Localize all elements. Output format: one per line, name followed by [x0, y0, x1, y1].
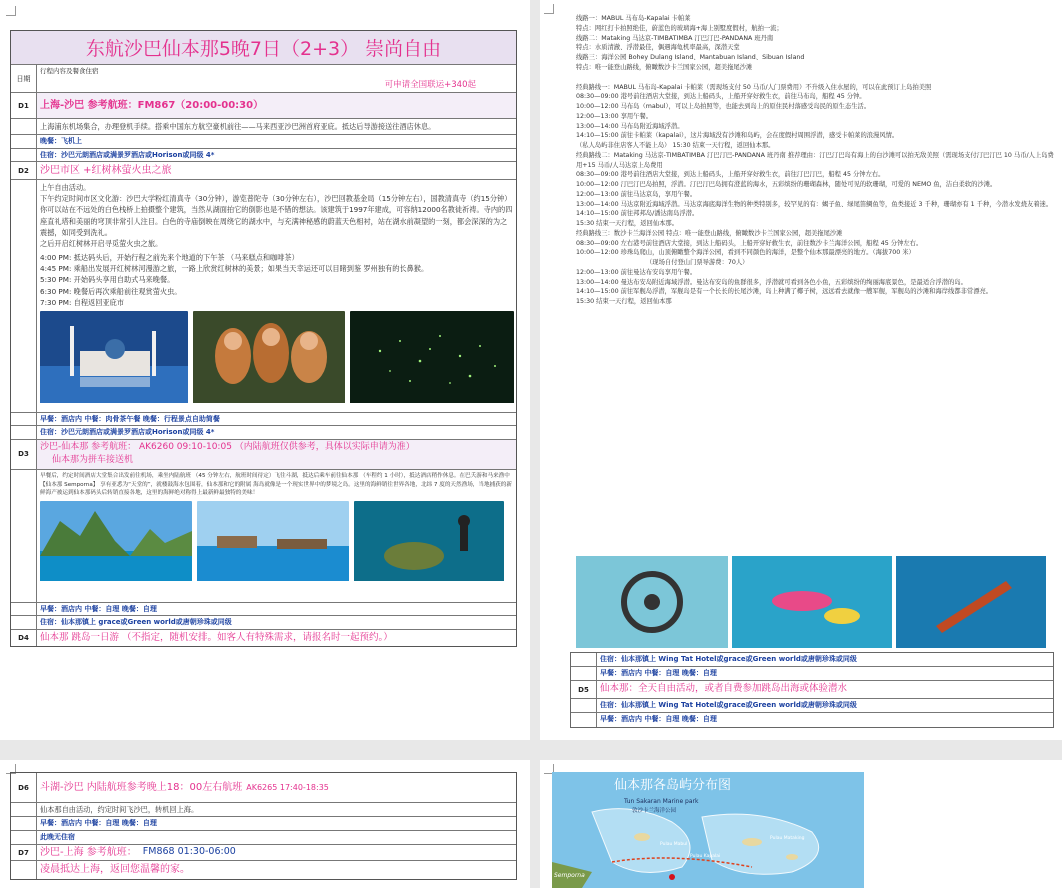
- doc-title: 东航沙巴仙本那5晚7日（2+3） 崇尚自由: [11, 31, 516, 65]
- hotel-line: 住宿：仙本那镇上 Wing Tat Hotel或grace或Green world或唐朝珍珠或同级: [600, 655, 857, 663]
- day-title: 沙巴-上海 参考航班：: [40, 847, 137, 858]
- time-item: 5:30 PM: 开始码头享用自助式马来晚餐。: [40, 275, 175, 285]
- day-title: 仙本那：全天自由活动，或者自费参加跳岛出海或体验潜水: [600, 683, 848, 694]
- route-line: 10:00—12:00 汀巴汀巴岛拍照，浮潜。汀巴汀巴岛拥有澄蓝的海水，五彩缤纷的珊瑚森林，随处可见的软珊瑚，可爱的 NEMO 鱼，洁白柔软的沙滩。: [576, 181, 997, 188]
- route-line: 08:30—09:00 港号前往酒店大堂接，到达上船码头，上船开穿好救生衣，前往马布岛，船程 45 分钟。: [576, 93, 866, 101]
- meal-line: 早餐：酒店内 中餐：自理 晚餐：自理: [600, 715, 717, 723]
- page-1: [0, 0, 530, 740]
- itinerary-table: [10, 30, 517, 647]
- route-line: 经典路线一：MABUL 马布岛-Kapalai 卡帕莱（需现场支付 50 马币/人门票费用）不升级入住水屋的，可以在此预订上岛拍美照: [576, 83, 932, 91]
- map-label: Semporna: [554, 872, 585, 879]
- firefly-photo: [350, 311, 514, 407]
- map-label: Pulau Mataking: [770, 836, 805, 841]
- route-line: 特点：网红打卡拍照绝佳，蔚蓝色的玻璃海+海上别墅度假村，航拍一流；: [576, 24, 783, 32]
- meal-line: 早餐：酒店内 中餐：肉骨茶午餐 晚餐：行程景点自助简餐: [40, 414, 220, 423]
- map-title: 仙本那各岛屿分布图: [614, 778, 732, 793]
- route-line: 特点：唯一能登山路线，俯瞰数沙卡兰国家公园，超美拖尾沙滩: [576, 63, 753, 71]
- route-line: 13:00—14:00 马布岛附近海域浮潜。: [576, 122, 684, 130]
- day-body: 仙本那自由活动，约定时间飞沙巴，转机回上海。: [40, 805, 199, 814]
- hotel-line: 住宿：仙本那镇上 Wing Tat Hotel或grace或Green world或唐朝珍珠或同级: [600, 701, 857, 709]
- day-tag: D2: [11, 162, 37, 179]
- hotel-line: 住宿：沙巴元朗酒店或满景罗酒店或Horison或同级 4*: [40, 150, 215, 159]
- route-line: 10:00—12:00 珍珠岛爬山，山顶俯瞰整个海洋公园，看到不同颜色的海洋，是整个仙本那最漂亮的地方。（海拔700 米）: [576, 249, 915, 257]
- day-body: 凌晨抵达上海，返回您温馨的家。: [40, 864, 190, 875]
- day-title: 仙本那 跳岛一日游 （不指定，随机安排。如客人有特殊需求，请报名时一起预约。）: [40, 631, 393, 643]
- route-line: 经典路线三：数沙卡兰海洋公园 特点：唯一能登山路线，俯瞰数沙卡兰国家公园，超美拖尾沙滩: [576, 229, 843, 237]
- route-line: 14:10—15:00 前往邦邦岛/潘达南岛浮潜。: [576, 210, 699, 218]
- route-line: （现场自付登山门票导游费：70人）: [646, 259, 749, 266]
- day-title: 上海-沙巴 参考航班：FM867（20:00-00:30）: [40, 100, 264, 111]
- snorkel-pink-photo: [732, 556, 892, 648]
- header-plan: 行程内容及餐食住宿: [40, 67, 99, 75]
- map-subtitle: Tun Sakaran Marine park: [624, 798, 699, 805]
- route-line: 特点：水质清澈、浮潜最佳，偶遇海龟机率最高，深潜天堂: [576, 44, 740, 52]
- day-tag: D5: [571, 681, 597, 698]
- route-line: 13:00—14:00 马达京附近海域浮潜。马达京海底海洋生物的种类特别多，较罕见的有：蝎子鱼、绿尾笛鲷鱼等，鱼类接近 3 千种，珊瑚亦有 1 千种，今潜水发烧友着迷。: [576, 200, 1053, 208]
- map-subtitle-cn: 敦沙卡兰海洋公园: [632, 808, 677, 814]
- hotel-line: 住宿：沙巴元朗酒店或满景罗酒店或Horison或同级 4*: [40, 428, 215, 437]
- meal-line: 早餐：酒店内 中餐：自理 晚餐：自理: [600, 669, 717, 677]
- day-table: [570, 652, 1054, 728]
- route-line: 15:30 结束一天行程，返回仙本那: [576, 298, 672, 305]
- route-line: 13:00—14:00 曼达布安岛附近海域浮潜。曼达布安岛的鱼群很多，浮潜就可看到各色小鱼，五彩缤纷的绚丽海底景色，是最适合浮潜的岛。: [576, 278, 967, 286]
- day-tag: D7: [11, 845, 37, 860]
- map-label: Pulau Kapalai: [690, 854, 721, 859]
- monkey-photo: [193, 311, 345, 407]
- boat-photo: [896, 556, 1046, 648]
- flight-info: AK6265 17:40-18:35: [246, 782, 329, 792]
- route-line: 14:10—15:00 前往卡帕莱（kapalai），这片海域没有沙滩和岛屿，会在度假村周围浮潜，感受卡帕莱的浪漫风情。: [576, 132, 899, 140]
- route-line: 线路一：MABUL 马布岛-Kapalai 卡帕莱: [576, 15, 691, 22]
- map-label: Pulau Mabul: [660, 842, 688, 847]
- day-title: 沙巴-仙本那 参考航班： AK6260 09:10-10:05 （内陆航班仅供参考，具体以实际申请为准）: [40, 441, 415, 452]
- route-line: （私人岛屿非住店客人不能上岛） 15:30 结束一天行程，返回仙本那。: [576, 142, 775, 149]
- header-note: 可申请全国联运+340起: [384, 80, 476, 90]
- route-line: 线路二：Mataking 马达京-TIMBATIMBA 汀巴汀巴-PANDANA 班丹南: [576, 34, 774, 42]
- day-body: 之后开启红树林开启寻觅萤火虫之旅。: [40, 238, 163, 248]
- day-title: 沙巴市区 +红树林萤火虫之旅: [40, 165, 172, 177]
- route-line: 08:30—09:00 港号前往酒店大堂接，到达上船码头，上船开穿好救生衣，前往汀巴汀巴，船程 45 分钟左右。: [576, 171, 885, 179]
- time-item: 7:30 PM: 自程返回亚庇市: [40, 297, 124, 307]
- meal-line: 早餐：酒店内 中餐：自理 晚餐：自理: [40, 604, 157, 613]
- page-2: [540, 0, 1062, 740]
- hotel-line: 住宿：仙本那镇上 grace或Green world或唐朝珍珠或同级: [40, 618, 232, 627]
- day-table: [10, 772, 517, 880]
- time-item: 4:00 PM: 抵达码头后，开始行程之前先来个地道的下午茶 （马来糕点和咖啡茶）: [40, 253, 299, 263]
- photo-row: [40, 308, 514, 410]
- day-tag: D4: [11, 630, 37, 646]
- meal-line: 晚餐：飞机上: [40, 137, 82, 146]
- route-line: 14:10—15:00 前往军舰岛浮潜，军舰岛是有一个长长的长尾沙滩，岛上种满了椰子树，远远看去就像一艘军舰，军舰岛的沙滩和海岸线都非常漂亮。: [576, 288, 993, 296]
- day-body: 早餐后，约定时间酒店大堂集合出发前往机场，乘坐内陆航班 （45 分钟左右，航班时间待定）飞往斗湖，抵达后乘车前往仙本那 （车程约 1 小时），抵达酒店稍作休息。在巴夭游和马来渔中【仙本那 Semporna】 享有亚悉为“天堂的”，就楼鼓海水包围着，仙本那和它的附属 海岛就像是一个现实世界中的梦境之岛。这里的海鲜销往世界各地，北纬 7 度的天然渔场，当地捕获的新鲜海产被运到仙本那码头后转销直接各地，这里的海鲜绝对称得上最新鲜最独特的美味！: [40, 472, 512, 497]
- hotel-line: 此晚无住宿: [40, 833, 75, 841]
- mosque-photo: [40, 311, 188, 407]
- route-line: 15:30 结束一天行程，返回仙本那。: [576, 220, 679, 227]
- day-tag: D1: [11, 93, 37, 118]
- route-line: 经典路线二：Mataking 马达京-TIMBATIMBA 汀巴汀巴-PANDANA 班丹南 推荐理由：汀巴汀巴岛有海上的白沙滩可以拍无敌美照（需现场支付汀巴汀巴 10 马币/人上岛费用+15 马币/人马达京上岛费用: [576, 151, 1054, 169]
- route-line: 12:00—13:00 前往马达京岛，享用午餐。: [576, 190, 697, 198]
- snorkel-circle-photo: [576, 556, 728, 648]
- page-4: [540, 760, 1062, 888]
- route-line: 10:00—12:00 马布岛（mabul），可以上岛拍照等，也能去到岛上的原住民村落感受岛民的原生态生活。: [576, 103, 871, 110]
- header-date: 日期: [11, 65, 37, 92]
- day-title: 斗湖-沙巴 内陆航班参考晚上18：00左右航班: [40, 782, 243, 793]
- day-tag: D6: [11, 773, 37, 802]
- water-village-photo: [197, 501, 349, 597]
- turtle-diver-photo: [354, 501, 504, 597]
- day-tag: D3: [11, 440, 37, 469]
- day-body: 下午约定时间市区文化游：沙巴大学粉红清真寺（30分钟），游览普陀寺（30分钟左右），沙巴回教基金局（15分钟左右），国教清真寺（约15分钟）你可以站在不远处的白色栈桥上拍摄整个建筑，当然从湖面拍它的倒影也是不错的想法。该建筑于1997年建成，可容纳12000名教徒祈祷。寺内的四座直礼塔和美丽的穹顶非常引人注目。白色的寺庙倒映在周绕它的湖水中，与充满神秘感的蔚蓝天色相衬，站在湖水前凝望的一刻，都会深深的为之震撼，如同受到洗礼。: [40, 194, 513, 237]
- time-item: 6:30 PM: 晚餐后再次乘船前往观赏萤火虫。: [40, 286, 182, 296]
- route-text: [576, 14, 1054, 307]
- photo-row: [40, 498, 513, 600]
- route-line: 12:00—13:00 前往曼达布安岛享用午餐。: [576, 268, 697, 276]
- flight-info: FM868 01:30-06:00: [142, 846, 236, 858]
- page-3: [0, 760, 530, 888]
- photo-row: [576, 556, 1046, 648]
- route-line: 线路三：海洋公园 Bohey Dulang Island、Mantabuan Island、Sibuan Island: [576, 54, 805, 61]
- day-subtitle: 仙本那为拼车接送机: [52, 455, 134, 466]
- day-body: 上海浦东机场集合，办理登机手续。搭乘中国东方航空豪机前往——马来西亚沙巴洲首府亚庇。抵达后导游接送往酒店休息。: [40, 122, 436, 131]
- day-body: 上午自由活动。: [40, 183, 91, 193]
- meal-line: 早餐：酒店内 中餐：自理 晚餐：自理: [40, 819, 157, 827]
- time-item: 4:45 PM: 乘船出发展开红树林河漫游之旅，一路上欣赏红树林的美景；如果当天幸运还可以目睹到鉴 罗州独有的长鼻猴。: [40, 264, 429, 274]
- route-line: 08:30—09:00 左右港号前往酒店大堂接，到达上船码头，上船开穿好救生衣，前往数沙卡兰海洋公园，船程 45 分钟左右。: [576, 239, 923, 247]
- route-line: 12:00—13:00 享用午餐。: [576, 112, 653, 120]
- islands-photo: [40, 501, 192, 597]
